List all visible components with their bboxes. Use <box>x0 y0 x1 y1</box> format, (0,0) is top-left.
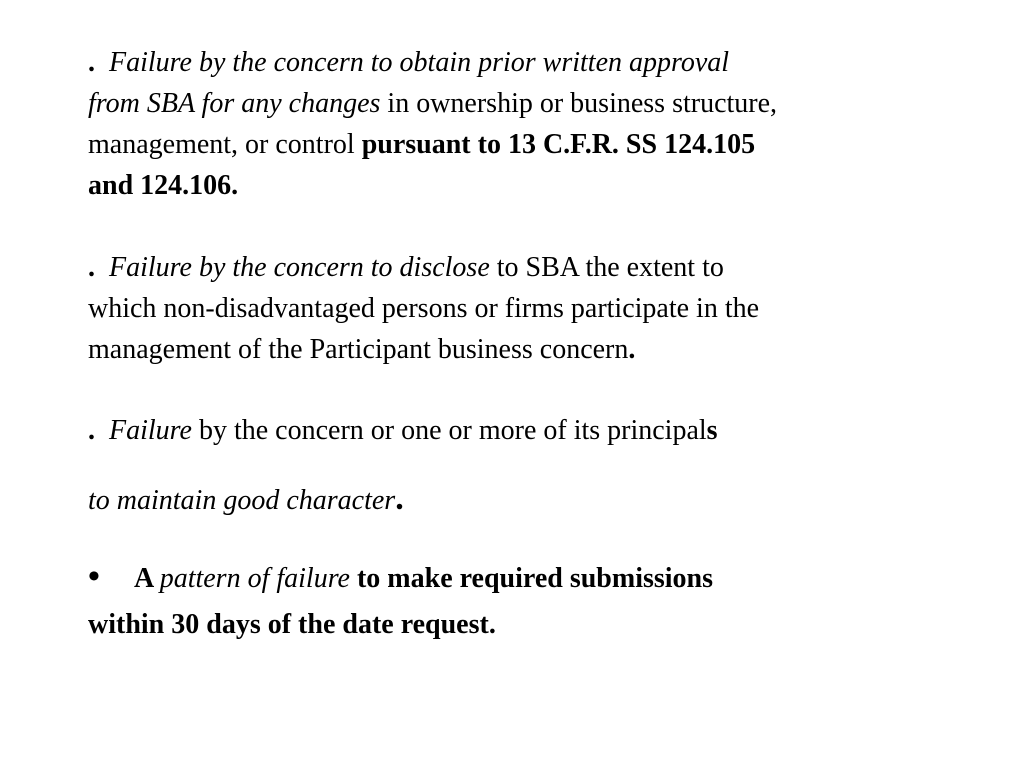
list-item <box>88 247 968 370</box>
body-text: management of the Participant business concern <box>88 334 629 365</box>
italic-text: Failure by the concern to disclose <box>109 252 490 283</box>
list-item <box>88 410 968 451</box>
bold-text: s <box>706 415 718 446</box>
body-text: management, or control <box>88 129 362 160</box>
list-item <box>88 42 968 206</box>
italic-text: to maintain good character <box>88 485 396 516</box>
body-text: to SBA the extent to <box>489 252 724 283</box>
bullet-icon: • <box>88 558 100 595</box>
bold-text: to make required submissions <box>349 563 714 594</box>
bullet-marker: . <box>88 252 95 283</box>
end-dot: . <box>395 480 404 517</box>
body-text: which non-disadvantaged persons or firms participate in the <box>88 293 760 324</box>
bold-text: . <box>628 334 636 365</box>
body-text: in ownership or business structure, <box>380 88 778 119</box>
italic-text: Failure <box>109 415 192 446</box>
bullet-marker: . <box>88 415 95 446</box>
bold-text: within 30 days of the date request. <box>88 609 496 640</box>
italic-text: Failure by the concern to obtain prior written approval <box>109 47 730 78</box>
bold-text: A <box>134 563 160 594</box>
list-item <box>88 554 968 648</box>
bold-text: and 124.106. <box>88 170 239 201</box>
italic-text: pattern of failure <box>159 563 350 594</box>
body-text: by the concern or one or more of its principal <box>191 415 707 446</box>
bullet-marker: . <box>88 47 95 78</box>
list-item-continuation <box>88 478 968 521</box>
italic-text: from SBA for any changes <box>88 88 381 119</box>
bold-text: pursuant to 13 C.F.R. SS 124.105 <box>361 129 756 160</box>
